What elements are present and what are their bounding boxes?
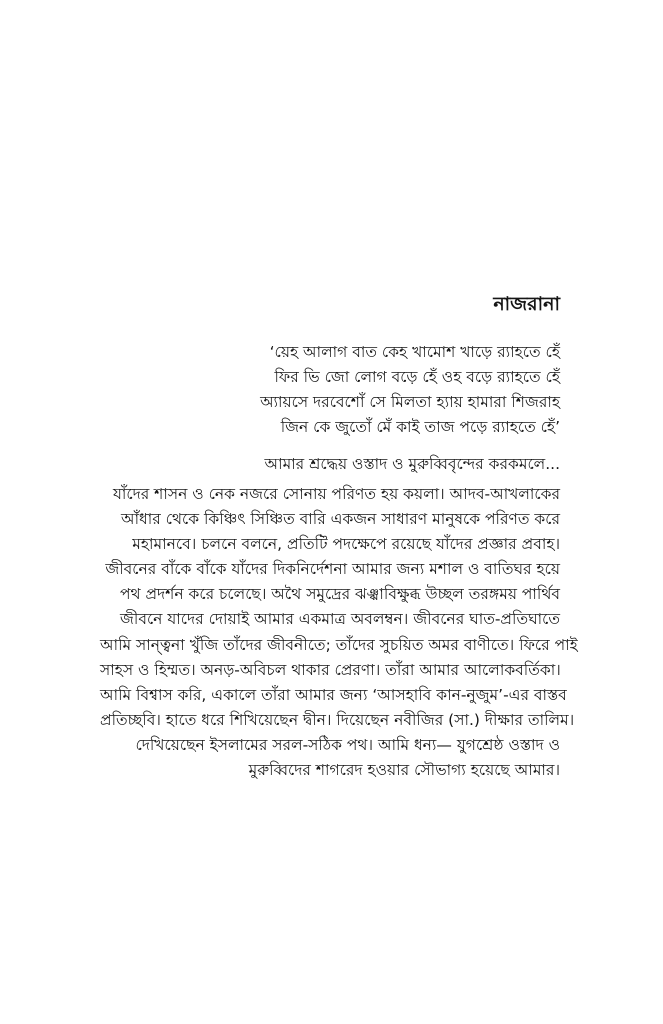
paragraph-line: মুরুব্বিদের শাগরেদ হওয়ার সৌভাগ্য হয়েছে আমার। <box>248 761 560 780</box>
poem-line: অ্যায়সে দরবেশোঁ সে মিলতা হ্যায় হামারা শিজরাহ <box>260 393 560 411</box>
poem-block <box>100 340 560 440</box>
paragraph-line: দেখিয়েছেন ইসলামের সরল-সঠিক পথ। আমি ধন্য— যুগশ্রেষ্ঠ ওস্তাদ ও <box>135 735 560 754</box>
dedication-paragraph <box>100 482 578 783</box>
poem-line: জিন কে জুতোঁ মেঁ কাই তাজ পড়ে র‍্যাহতে হেঁ’ <box>280 418 560 436</box>
poem-line: ‘য়েহ আলাগ বাত কেহ খামোশ খাড়ে র‍্যাহতে হেঁ <box>269 343 560 361</box>
paragraph-line: প্রতিচ্ছবি। হাতে ধরে শিখিয়েছেন দ্বীন। দিয়েছেন নবীজির (সা.) দীক্ষার তালিম। <box>100 710 575 729</box>
paragraph-line: সাহস ও হিম্মত। অনড়-অবিচল থাকার প্রেরণা। তাঁরা আমার আলোকবর্তিকা। <box>100 660 561 679</box>
paragraph-line: জীবনে যাদের দোয়াই আমার একমাত্র অবলম্বন। জীবনের ঘাত-প্রতিঘাতে <box>120 610 560 629</box>
paragraph-line: আমি সান্ত্বনা খুঁজি তাঁদের জীবনীতে; তাঁদের সুচয়িত অমর বাণীতে। ফিরে পাই <box>100 635 578 654</box>
paragraph-line: মহামানবে। চলনে বলনে, প্রতিটি পদক্ষেপে রয়েছে যাঁদের প্রজ্ঞার প্রবাহ। <box>132 535 560 554</box>
paragraph-line: পথ প্রদর্শন করে চলেছে। অথৈ সমুদ্রের ঝঞ্ঝাবিক্ষুব্ধ উচ্ছল তরঙ্গময় পার্থিব <box>119 585 560 604</box>
poem-line: ফির ভি জো লোগ বড়ে হেঁ ওহ বড়ে র‍্যাহতে হেঁ <box>274 368 560 386</box>
paragraph-line: আমি বিশ্বাস করি, একালে তাঁরা আমার জন্য ‘আসহাবি কান-নুজুম’-এর বাস্তব <box>100 685 567 704</box>
page-title: নাজরানা <box>493 293 560 315</box>
dedication-line: আমার শ্রদ্ধেয় ওস্তাদ ও মুরুব্বিবৃন্দের করকমলে... <box>264 455 560 473</box>
paragraph-line: যাঁদের শাসন ও নেক নজরে সোনায় পরিণত হয় কয়লা। আদব-আখলাকের <box>112 485 560 503</box>
paragraph-line: জীবনের বাঁকে বাঁকে যাঁদের দিকনির্দেশনা আমার জন্য মশাল ও বাতিঘর হয়ে <box>105 560 560 579</box>
paragraph-line: আঁধার থেকে কিঞ্চিৎ সিঞ্চিত বারি একজন সাধারণ মানুষকে পরিণত করে <box>120 510 560 529</box>
